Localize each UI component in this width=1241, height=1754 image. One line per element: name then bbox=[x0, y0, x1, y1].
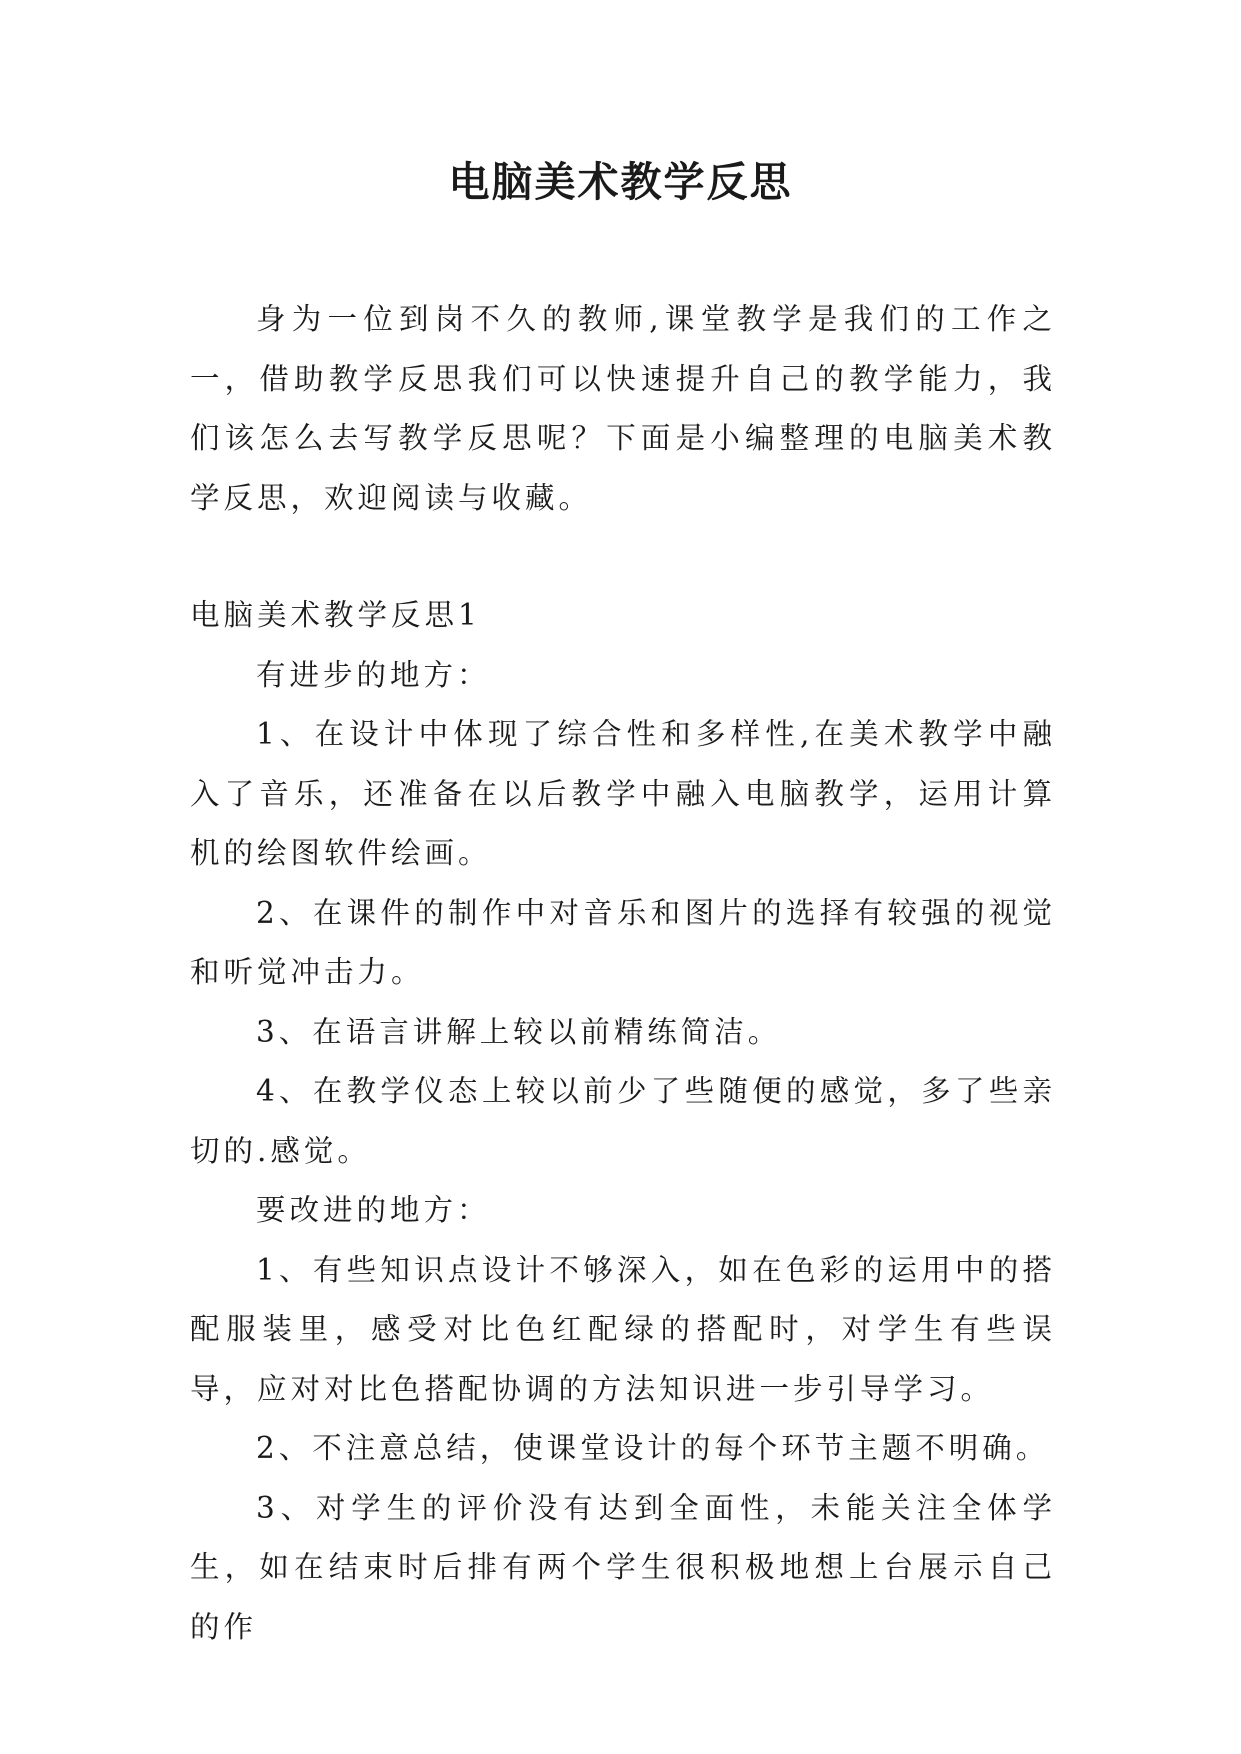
improve-heading: 要改进的地方： bbox=[256, 1193, 491, 1227]
document-title: 电脑美术教学反思 bbox=[448, 158, 793, 206]
progress-item: 2、在课件的制作中对音乐和图片的选择有较强的视觉和听觉冲击力。 bbox=[190, 895, 1056, 989]
progress-item: 1、在设计中体现了综合性和多样性,在美术教学中融入了音乐，还准备在以后教学中融入电脑教学，运用计算机的绘图软件绘画。 bbox=[190, 717, 1056, 870]
intro-paragraph: 身为一位到岗不久的教师,课堂教学是我们的工作之一，借助教学反思我们可以快速提升自己的教学能力，我们该怎么去写教学反思呢？下面是小编整理的电脑美术教学反思，欢迎阅读与收藏。 bbox=[190, 302, 1056, 515]
document-body bbox=[190, 290, 1056, 1657]
progress-item: 3、在语言讲解上较以前精练简洁。 bbox=[256, 1014, 782, 1049]
progress-item: 4、在教学仪态上较以前少了些随便的感觉，多了些亲切的.感觉。 bbox=[190, 1074, 1056, 1168]
section-heading: 电脑美术教学反思1 bbox=[190, 598, 481, 632]
improve-item: 2、不注意总结，使课堂设计的每个环节主题不明确。 bbox=[256, 1431, 1050, 1465]
improve-item: 1、有些知识点设计不够深入，如在色彩的运用中的搭配服装里，感受对比色红配绿的搭配时，对学生有些误导，应对对比色搭配协调的方法知识进一步引导学习。 bbox=[190, 1252, 1056, 1406]
progress-heading: 有进步的地方： bbox=[256, 657, 491, 692]
improve-item: 3、对学生的评价没有达到全面性，未能关注全体学生，如在结束时后排有两个学生很积极地想上台展示自己的作 bbox=[190, 1490, 1056, 1644]
